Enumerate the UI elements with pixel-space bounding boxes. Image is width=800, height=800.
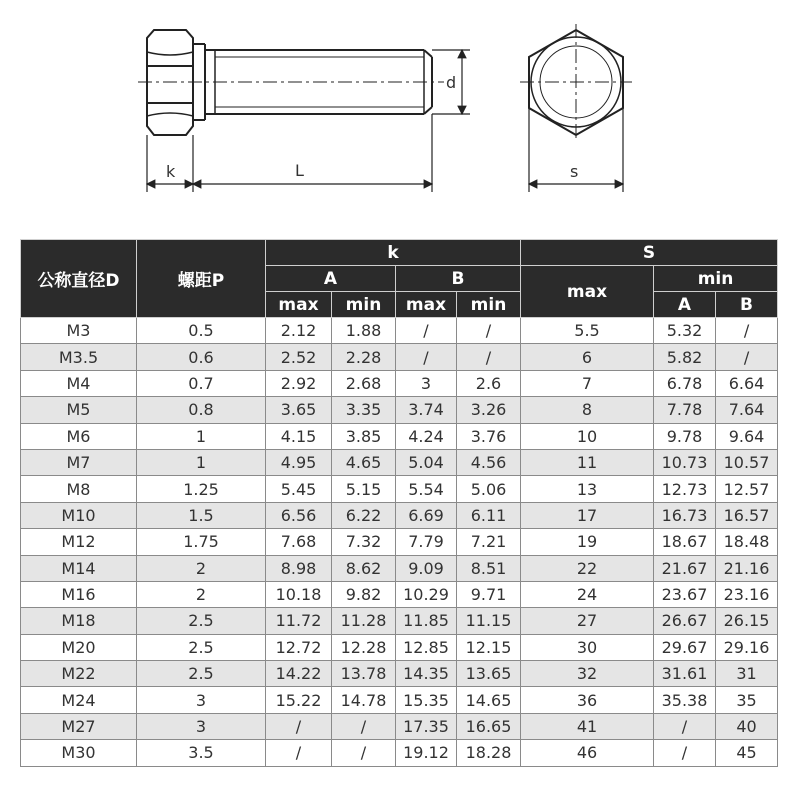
cell-k-a-min: 9.82	[332, 581, 396, 607]
cell-s-min-a: 5.82	[654, 344, 716, 370]
cell-s-min-a: 29.67	[654, 634, 716, 660]
cell-k-a-max: 15.22	[266, 687, 332, 713]
cell-size: M16	[21, 581, 137, 607]
cell-s-max: 30	[521, 634, 654, 660]
cell-size: M27	[21, 713, 137, 739]
header-k: k	[266, 240, 521, 266]
dimension-l-label: L	[295, 161, 304, 180]
cell-pitch: 1	[137, 449, 266, 475]
cell-s-min-b: 16.57	[716, 502, 778, 528]
cell-k-a-min: 6.22	[332, 502, 396, 528]
cell-k-b-max: 3.74	[396, 397, 457, 423]
cell-k-a-min: 11.28	[332, 608, 396, 634]
cell-k-b-min: 6.11	[457, 502, 521, 528]
cell-k-a-min: 7.32	[332, 529, 396, 555]
cell-s-max: 13	[521, 476, 654, 502]
cell-s-max: 7	[521, 370, 654, 396]
cell-k-b-min: 8.51	[457, 555, 521, 581]
cell-s-max: 6	[521, 344, 654, 370]
cell-s-max: 41	[521, 713, 654, 739]
cell-size: M12	[21, 529, 137, 555]
cell-s-min-a: 35.38	[654, 687, 716, 713]
header-s-min-b: B	[716, 292, 778, 318]
cell-k-b-max: 15.35	[396, 687, 457, 713]
table-row	[21, 661, 778, 687]
cell-pitch: 0.5	[137, 318, 266, 344]
cell-s-min-b: 18.48	[716, 529, 778, 555]
cell-s-min-b: 12.57	[716, 476, 778, 502]
cell-k-b-max: 3	[396, 370, 457, 396]
cell-k-b-max: 7.79	[396, 529, 457, 555]
header-s-min: min	[654, 266, 778, 292]
table-row	[21, 555, 778, 581]
header-s: S	[521, 240, 778, 266]
cell-k-b-min: 18.28	[457, 740, 521, 766]
cell-k-a-max: 4.15	[266, 423, 332, 449]
cell-s-min-a: 31.61	[654, 661, 716, 687]
cell-s-max: 22	[521, 555, 654, 581]
cell-s-min-b: 45	[716, 740, 778, 766]
cell-s-min-a: 6.78	[654, 370, 716, 396]
cell-s-max: 27	[521, 608, 654, 634]
table-row	[21, 449, 778, 475]
cell-k-a-min: 2.28	[332, 344, 396, 370]
dimension-d-label: d	[446, 73, 457, 92]
cell-s-min-a: 21.67	[654, 555, 716, 581]
table-row	[21, 397, 778, 423]
cell-pitch: 3.5	[137, 740, 266, 766]
header-nominal-diameter: 公称直径D	[21, 240, 137, 318]
table-row	[21, 476, 778, 502]
cell-pitch: 2.5	[137, 634, 266, 660]
header-k-a-max: max	[266, 292, 332, 318]
cell-pitch: 1	[137, 423, 266, 449]
dimension-s-label: s	[570, 162, 579, 181]
cell-s-max: 5.5	[521, 318, 654, 344]
cell-pitch: 2.5	[137, 661, 266, 687]
header-pitch: 螺距P	[137, 240, 266, 318]
cell-size: M5	[21, 397, 137, 423]
cell-k-a-min: 2.68	[332, 370, 396, 396]
bolt-technical-drawing	[0, 0, 800, 235]
table-row	[21, 344, 778, 370]
cell-k-b-min: 3.26	[457, 397, 521, 423]
cell-k-b-min: 13.65	[457, 661, 521, 687]
cell-pitch: 2	[137, 581, 266, 607]
cell-k-b-min: 2.6	[457, 370, 521, 396]
cell-s-min-a: 26.67	[654, 608, 716, 634]
cell-size: M4	[21, 370, 137, 396]
cell-pitch: 3	[137, 713, 266, 739]
cell-k-a-min: 5.15	[332, 476, 396, 502]
table-row	[21, 581, 778, 607]
cell-s-min-b: 21.16	[716, 555, 778, 581]
cell-k-b-max: 11.85	[396, 608, 457, 634]
cell-s-min-a: 18.67	[654, 529, 716, 555]
cell-size: M3	[21, 318, 137, 344]
header-s-min-a: A	[654, 292, 716, 318]
cell-s-min-b: 26.15	[716, 608, 778, 634]
table-row	[21, 529, 778, 555]
table-row	[21, 318, 778, 344]
cell-s-min-a: 23.67	[654, 581, 716, 607]
cell-k-b-max: /	[396, 318, 457, 344]
cell-k-b-max: /	[396, 344, 457, 370]
cell-k-b-min: /	[457, 318, 521, 344]
header-s-max: max	[521, 266, 654, 318]
cell-s-max: 46	[521, 740, 654, 766]
cell-size: M20	[21, 634, 137, 660]
bolt-spec-table	[20, 239, 778, 767]
cell-pitch: 1.25	[137, 476, 266, 502]
cell-k-a-min: 1.88	[332, 318, 396, 344]
cell-pitch: 2.5	[137, 608, 266, 634]
cell-s-max: 17	[521, 502, 654, 528]
cell-pitch: 1.5	[137, 502, 266, 528]
cell-k-a-max: 2.52	[266, 344, 332, 370]
cell-k-b-min: 3.76	[457, 423, 521, 449]
cell-k-b-min: 14.65	[457, 687, 521, 713]
cell-k-a-max: /	[266, 713, 332, 739]
cell-k-b-min: 4.56	[457, 449, 521, 475]
cell-size: M8	[21, 476, 137, 502]
cell-s-min-b: 10.57	[716, 449, 778, 475]
cell-size: M14	[21, 555, 137, 581]
cell-k-a-max: 4.95	[266, 449, 332, 475]
cell-k-b-max: 4.24	[396, 423, 457, 449]
cell-k-a-max: 2.92	[266, 370, 332, 396]
cell-k-b-max: 19.12	[396, 740, 457, 766]
cell-k-a-min: 13.78	[332, 661, 396, 687]
cell-pitch: 0.7	[137, 370, 266, 396]
cell-k-b-max: 6.69	[396, 502, 457, 528]
cell-s-min-a: /	[654, 740, 716, 766]
cell-k-b-max: 5.54	[396, 476, 457, 502]
cell-k-a-max: 8.98	[266, 555, 332, 581]
cell-k-a-max: 12.72	[266, 634, 332, 660]
cell-s-min-a: 12.73	[654, 476, 716, 502]
cell-k-a-min: 12.28	[332, 634, 396, 660]
cell-size: M10	[21, 502, 137, 528]
cell-k-b-min: 16.65	[457, 713, 521, 739]
cell-s-min-b: 40	[716, 713, 778, 739]
cell-size: M22	[21, 661, 137, 687]
cell-k-a-min: 8.62	[332, 555, 396, 581]
cell-k-a-max: 2.12	[266, 318, 332, 344]
cell-k-b-max: 10.29	[396, 581, 457, 607]
cell-s-min-b: 29.16	[716, 634, 778, 660]
cell-s-min-a: 5.32	[654, 318, 716, 344]
cell-s-max: 36	[521, 687, 654, 713]
cell-size: M30	[21, 740, 137, 766]
cell-k-b-min: /	[457, 344, 521, 370]
table-row	[21, 608, 778, 634]
cell-k-b-min: 11.15	[457, 608, 521, 634]
table-row	[21, 423, 778, 449]
cell-s-min-a: 7.78	[654, 397, 716, 423]
cell-s-max: 11	[521, 449, 654, 475]
table-row	[21, 713, 778, 739]
cell-s-min-b: /	[716, 318, 778, 344]
cell-s-min-a: /	[654, 713, 716, 739]
cell-k-a-min: 3.35	[332, 397, 396, 423]
cell-k-b-min: 12.15	[457, 634, 521, 660]
cell-s-max: 8	[521, 397, 654, 423]
header-k-b-min: min	[457, 292, 521, 318]
cell-s-min-b: 35	[716, 687, 778, 713]
cell-pitch: 3	[137, 687, 266, 713]
cell-s-max: 24	[521, 581, 654, 607]
cell-pitch: 1.75	[137, 529, 266, 555]
cell-size: M18	[21, 608, 137, 634]
cell-size: M24	[21, 687, 137, 713]
cell-k-b-max: 9.09	[396, 555, 457, 581]
cell-k-a-max: 7.68	[266, 529, 332, 555]
header-k-b: B	[396, 266, 521, 292]
cell-pitch: 0.8	[137, 397, 266, 423]
cell-k-a-min: 4.65	[332, 449, 396, 475]
cell-k-a-max: 10.18	[266, 581, 332, 607]
cell-k-b-min: 5.06	[457, 476, 521, 502]
cell-k-b-max: 5.04	[396, 449, 457, 475]
cell-s-max: 32	[521, 661, 654, 687]
table-row	[21, 634, 778, 660]
cell-k-b-min: 9.71	[457, 581, 521, 607]
cell-k-a-min: /	[332, 713, 396, 739]
cell-k-a-max: 11.72	[266, 608, 332, 634]
cell-k-a-min: 14.78	[332, 687, 396, 713]
cell-pitch: 2	[137, 555, 266, 581]
dimension-k-label: k	[166, 162, 176, 181]
cell-pitch: 0.6	[137, 344, 266, 370]
cell-s-max: 19	[521, 529, 654, 555]
cell-k-b-max: 14.35	[396, 661, 457, 687]
table-body	[21, 318, 778, 767]
cell-k-b-max: 17.35	[396, 713, 457, 739]
cell-s-min-a: 9.78	[654, 423, 716, 449]
cell-k-a-max: 3.65	[266, 397, 332, 423]
cell-s-min-a: 16.73	[654, 502, 716, 528]
cell-k-b-min: 7.21	[457, 529, 521, 555]
cell-s-min-a: 10.73	[654, 449, 716, 475]
table-row	[21, 502, 778, 528]
cell-size: M7	[21, 449, 137, 475]
cell-size: M3.5	[21, 344, 137, 370]
table-row	[21, 687, 778, 713]
header-k-a-min: min	[332, 292, 396, 318]
cell-s-min-b: 9.64	[716, 423, 778, 449]
table-row	[21, 370, 778, 396]
cell-s-min-b: /	[716, 344, 778, 370]
cell-size: M6	[21, 423, 137, 449]
cell-k-a-max: 6.56	[266, 502, 332, 528]
cell-s-min-b: 31	[716, 661, 778, 687]
cell-s-max: 10	[521, 423, 654, 449]
header-k-a: A	[266, 266, 396, 292]
cell-k-b-max: 12.85	[396, 634, 457, 660]
cell-k-a-max: 14.22	[266, 661, 332, 687]
cell-s-min-b: 7.64	[716, 397, 778, 423]
cell-k-a-max: /	[266, 740, 332, 766]
header-k-b-max: max	[396, 292, 457, 318]
cell-s-min-b: 23.16	[716, 581, 778, 607]
cell-s-min-b: 6.64	[716, 370, 778, 396]
cell-k-a-min: /	[332, 740, 396, 766]
table-row	[21, 740, 778, 766]
cell-k-a-min: 3.85	[332, 423, 396, 449]
cell-k-a-max: 5.45	[266, 476, 332, 502]
